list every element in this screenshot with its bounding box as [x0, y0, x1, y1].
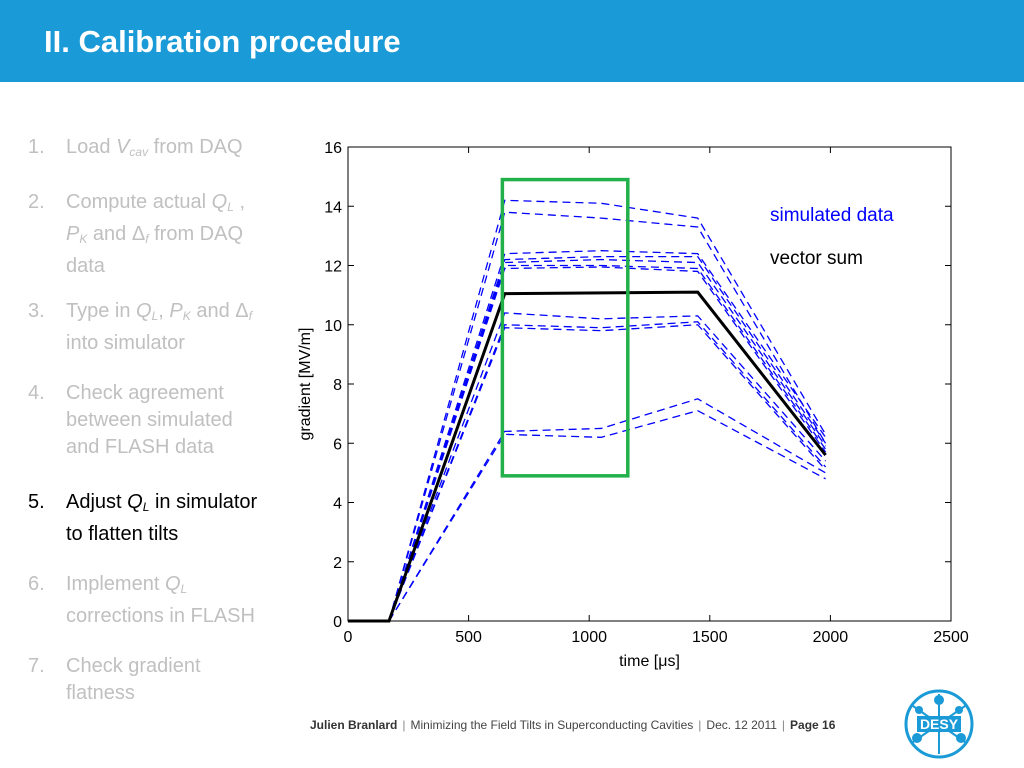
y-axis-label: gradient [MV/m] — [297, 327, 314, 441]
x-tick-label: 500 — [455, 629, 482, 646]
footer-talk-title: Minimizing the Field Tilts in Superconducting Cavities — [410, 718, 694, 732]
step-text: Check agreement between simulated and FLASH data — [66, 382, 233, 458]
x-tick-label: 1500 — [692, 629, 728, 646]
y-tick-label: 14 — [324, 199, 342, 217]
y-tick-label: 0 — [333, 614, 342, 631]
step-number: 1. — [28, 136, 45, 158]
step-text: Adjust $Q_L$ in simulator to flatten tilts — [66, 491, 258, 545]
simulated-series-line — [389, 200, 826, 621]
y-tick-label: 4 — [333, 495, 342, 513]
title-bar — [0, 0, 1024, 82]
footer-page: Page 16 — [790, 718, 836, 732]
y-tick-label: 6 — [333, 436, 342, 454]
legend-simulated: simulated data — [770, 205, 894, 226]
y-tick-label: 2 — [333, 554, 342, 572]
simulated-series-line — [389, 313, 826, 621]
footer-author: Julien Branlard — [310, 718, 398, 732]
y-tick-label: 16 — [324, 140, 342, 157]
x-tick-label: 2500 — [933, 629, 969, 646]
step-text: Type in $Q_L$, $P_K$ and $\Delta_f$ into simulator — [66, 300, 252, 354]
footer-date: Dec. 12 2011 — [706, 718, 777, 732]
simulated-series-line — [389, 322, 826, 621]
x-tick-label: 2000 — [812, 629, 849, 646]
legend-vector-sum: vector sum — [770, 248, 863, 269]
y-tick-label: 12 — [324, 258, 342, 276]
desy-logo — [903, 688, 975, 760]
x-tick-label: 1000 — [571, 629, 607, 646]
step-number: 7. — [28, 655, 45, 677]
x-axis-label: time [μs] — [619, 653, 680, 670]
step-number: 2. — [28, 191, 45, 213]
step-number: 6. — [28, 573, 45, 595]
step-text: Implement $Q_L$ corrections in FLASH — [66, 573, 255, 627]
simulated-series-line — [389, 325, 826, 621]
step-number: 4. — [28, 382, 45, 404]
step-number: 5. — [28, 491, 45, 513]
desy-logo-text: DESY — [919, 716, 959, 732]
slide-title: II. Calibration procedure — [44, 24, 401, 59]
step-number: 3. — [28, 300, 45, 322]
x-tick-label: 0 — [343, 629, 353, 646]
y-tick-label: 10 — [324, 317, 342, 335]
footer: Julien Branlard | Minimizing the Field Tilts in Superconducting Cavities | Dec. 12 2011 | Page 16 — [310, 718, 836, 732]
y-tick-label: 8 — [333, 377, 342, 394]
step-text: Compute actual $Q_L$ , $P_K$ and $\Delta_f$ from DAQ data — [66, 191, 246, 277]
simulated-series-line — [389, 411, 826, 621]
step-text: Load $V_{cav}$ from DAQ — [66, 136, 243, 159]
step-text: Check gradient flatness — [66, 655, 201, 704]
